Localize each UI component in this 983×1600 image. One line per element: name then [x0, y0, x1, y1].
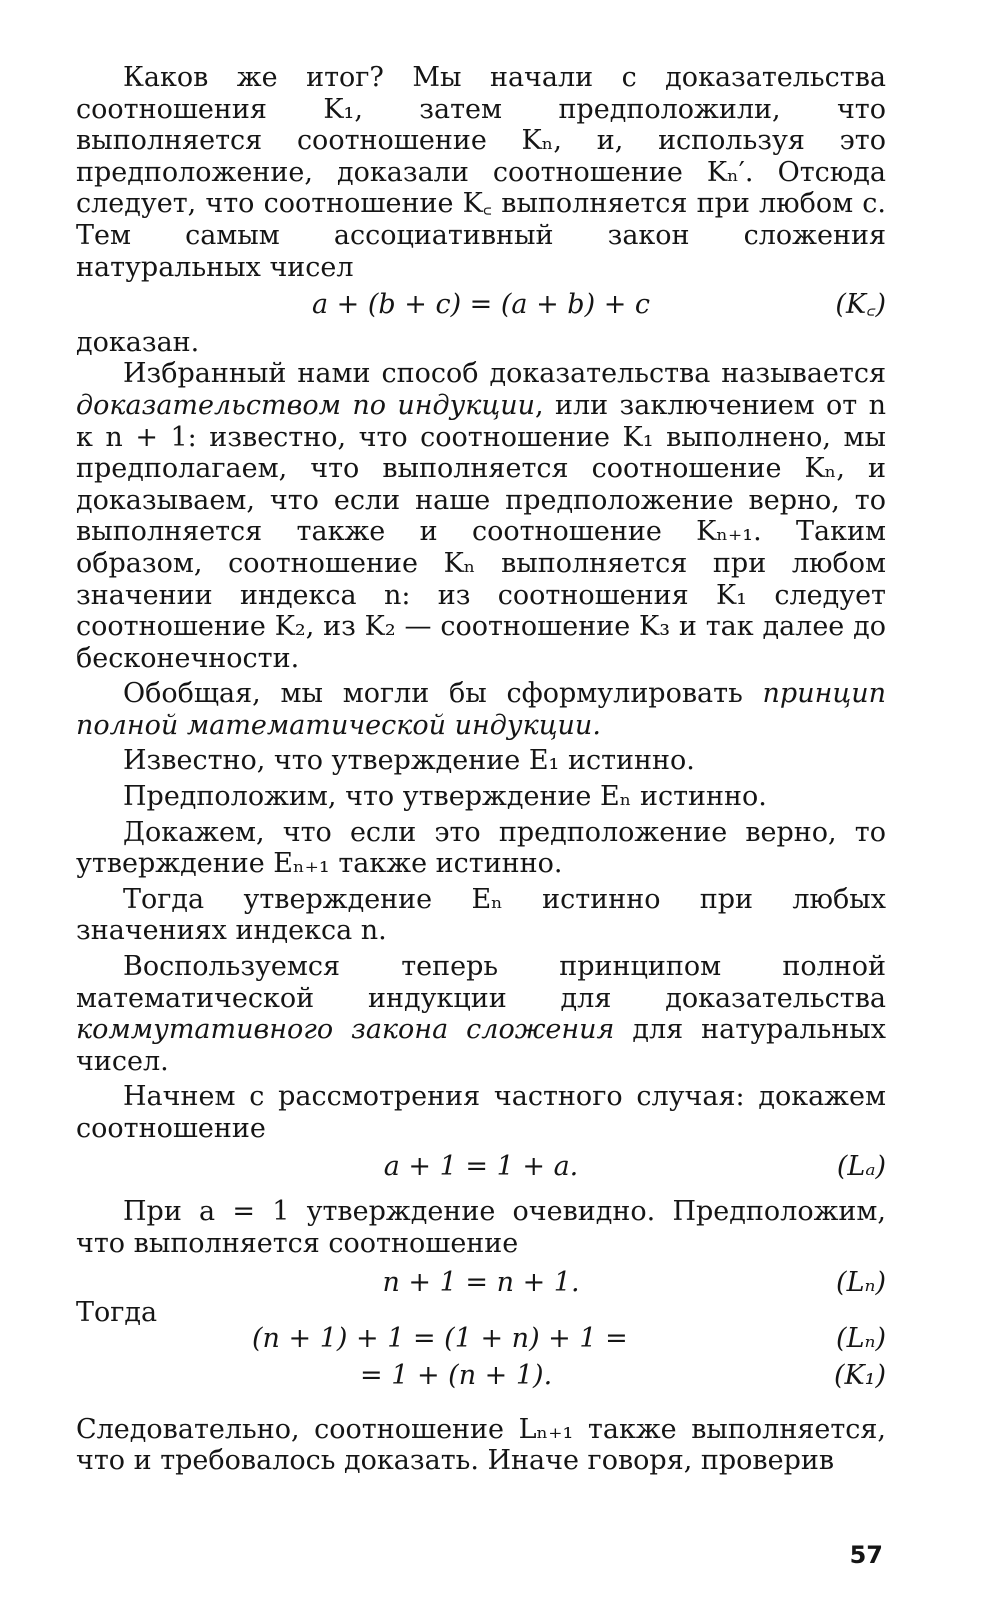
paragraph-commutative-text-b: для натуральных чисел.	[76, 1014, 886, 1077]
page-number: 57	[849, 1541, 883, 1569]
paragraph-then: Тогда	[76, 1296, 158, 1328]
formula-ln	[76, 1267, 886, 1299]
paragraph-therefore: Следовательно, соотношение Lₙ₊₁ также выполняется, что и требовалось доказать. Иначе говоря, проверив	[76, 1413, 886, 1477]
paragraph-proved: доказан.	[76, 326, 200, 358]
formula-associative-equation: a + (b + c) = (a + b) + c	[311, 289, 651, 321]
formula-step-1	[76, 1323, 886, 1355]
paragraph-step: Докажем, что если это предположение верно, то утверждение Eₙ₊₁ также истинно.	[76, 816, 886, 880]
paragraph-conclusion: Тогда утверждение Eₙ истинно при любых значениях индекса n.	[76, 883, 886, 947]
paragraph-induction-method-text-a: Избранный нами способ доказательства называется	[123, 358, 886, 390]
paragraph-generalization	[76, 678, 886, 741]
paragraph-induction-method	[76, 358, 886, 674]
term-commutative-law: коммутативного закона сложения	[76, 1014, 615, 1046]
formula-associative-tag: (K꜀)	[835, 289, 886, 321]
formula-step-2-equation: = 1 + (n + 1).	[360, 1360, 553, 1392]
page-body	[76, 62, 886, 1477]
formula-associative	[76, 289, 886, 321]
formula-step-2	[76, 1360, 886, 1392]
paragraph-commutative-text-a: Воспользуемся теперь принципом полной математической индукции для доказательства	[76, 951, 886, 1014]
paragraph-base-case: Известно, что утверждение E₁ истинно.	[123, 745, 695, 777]
formula-la-tag: (Lₐ)	[836, 1150, 886, 1182]
paragraph-induction-method-text-b: , или заключением от n к n + 1: известно, что соотношение K₁ выполнено, мы предполагаем, что выполняется соотношение Kₙ, и доказываем, что если наше предположение верно, то выполняется также и соотношение Kₙ₊₁. Таким образом, соотношение Kₙ выполняется при любом значении индекса n: из соотношения K₁ следует соотношение K₂, из K₂ — соотношение K₃ и так далее до бесконечности.	[76, 389, 886, 674]
paragraph-generalization-text: Обобщая, мы могли бы сформулировать	[123, 678, 763, 710]
paragraph-base-a1: При a = 1 утверждение очевидно. Предположим, что выполняется соотношение	[76, 1196, 886, 1259]
paragraph-summary: Каков же итог? Мы начали с доказательства соотношения K₁, затем предположили, что выполняется соотношение Kₙ, и, используя это предположение, доказали соотношение Kₙ′. Отсюда следует, что соотношение K꜀ выполняется при любом c. Тем самым ассоциативный закон сложения натуральных чисел	[76, 62, 886, 283]
formula-la-equation: a + 1 = 1 + a.	[383, 1150, 579, 1182]
paragraph-hypothesis: Предположим, что утверждение Eₙ истинно.	[123, 781, 767, 813]
term-proof-by-induction: доказательством по индукции	[76, 389, 536, 421]
formula-step-1-equation: (n + 1) + 1 = (1 + n) + 1 =	[252, 1322, 628, 1354]
formula-la	[76, 1151, 886, 1183]
formula-ln-equation: n + 1 = n + 1.	[382, 1267, 580, 1299]
paragraph-commutative-intro	[76, 951, 886, 1077]
paragraph-special-case: Начнем с рассмотрения частного случая: докажем соотношение	[76, 1081, 886, 1144]
formula-ln-tag: (Lₙ)	[836, 1267, 886, 1299]
term-induction-principle: принцип полной математической индукции.	[76, 678, 886, 741]
formula-step-2-tag: (K₁)	[833, 1360, 886, 1392]
formula-step-1-tag: (Lₙ)	[836, 1322, 886, 1354]
